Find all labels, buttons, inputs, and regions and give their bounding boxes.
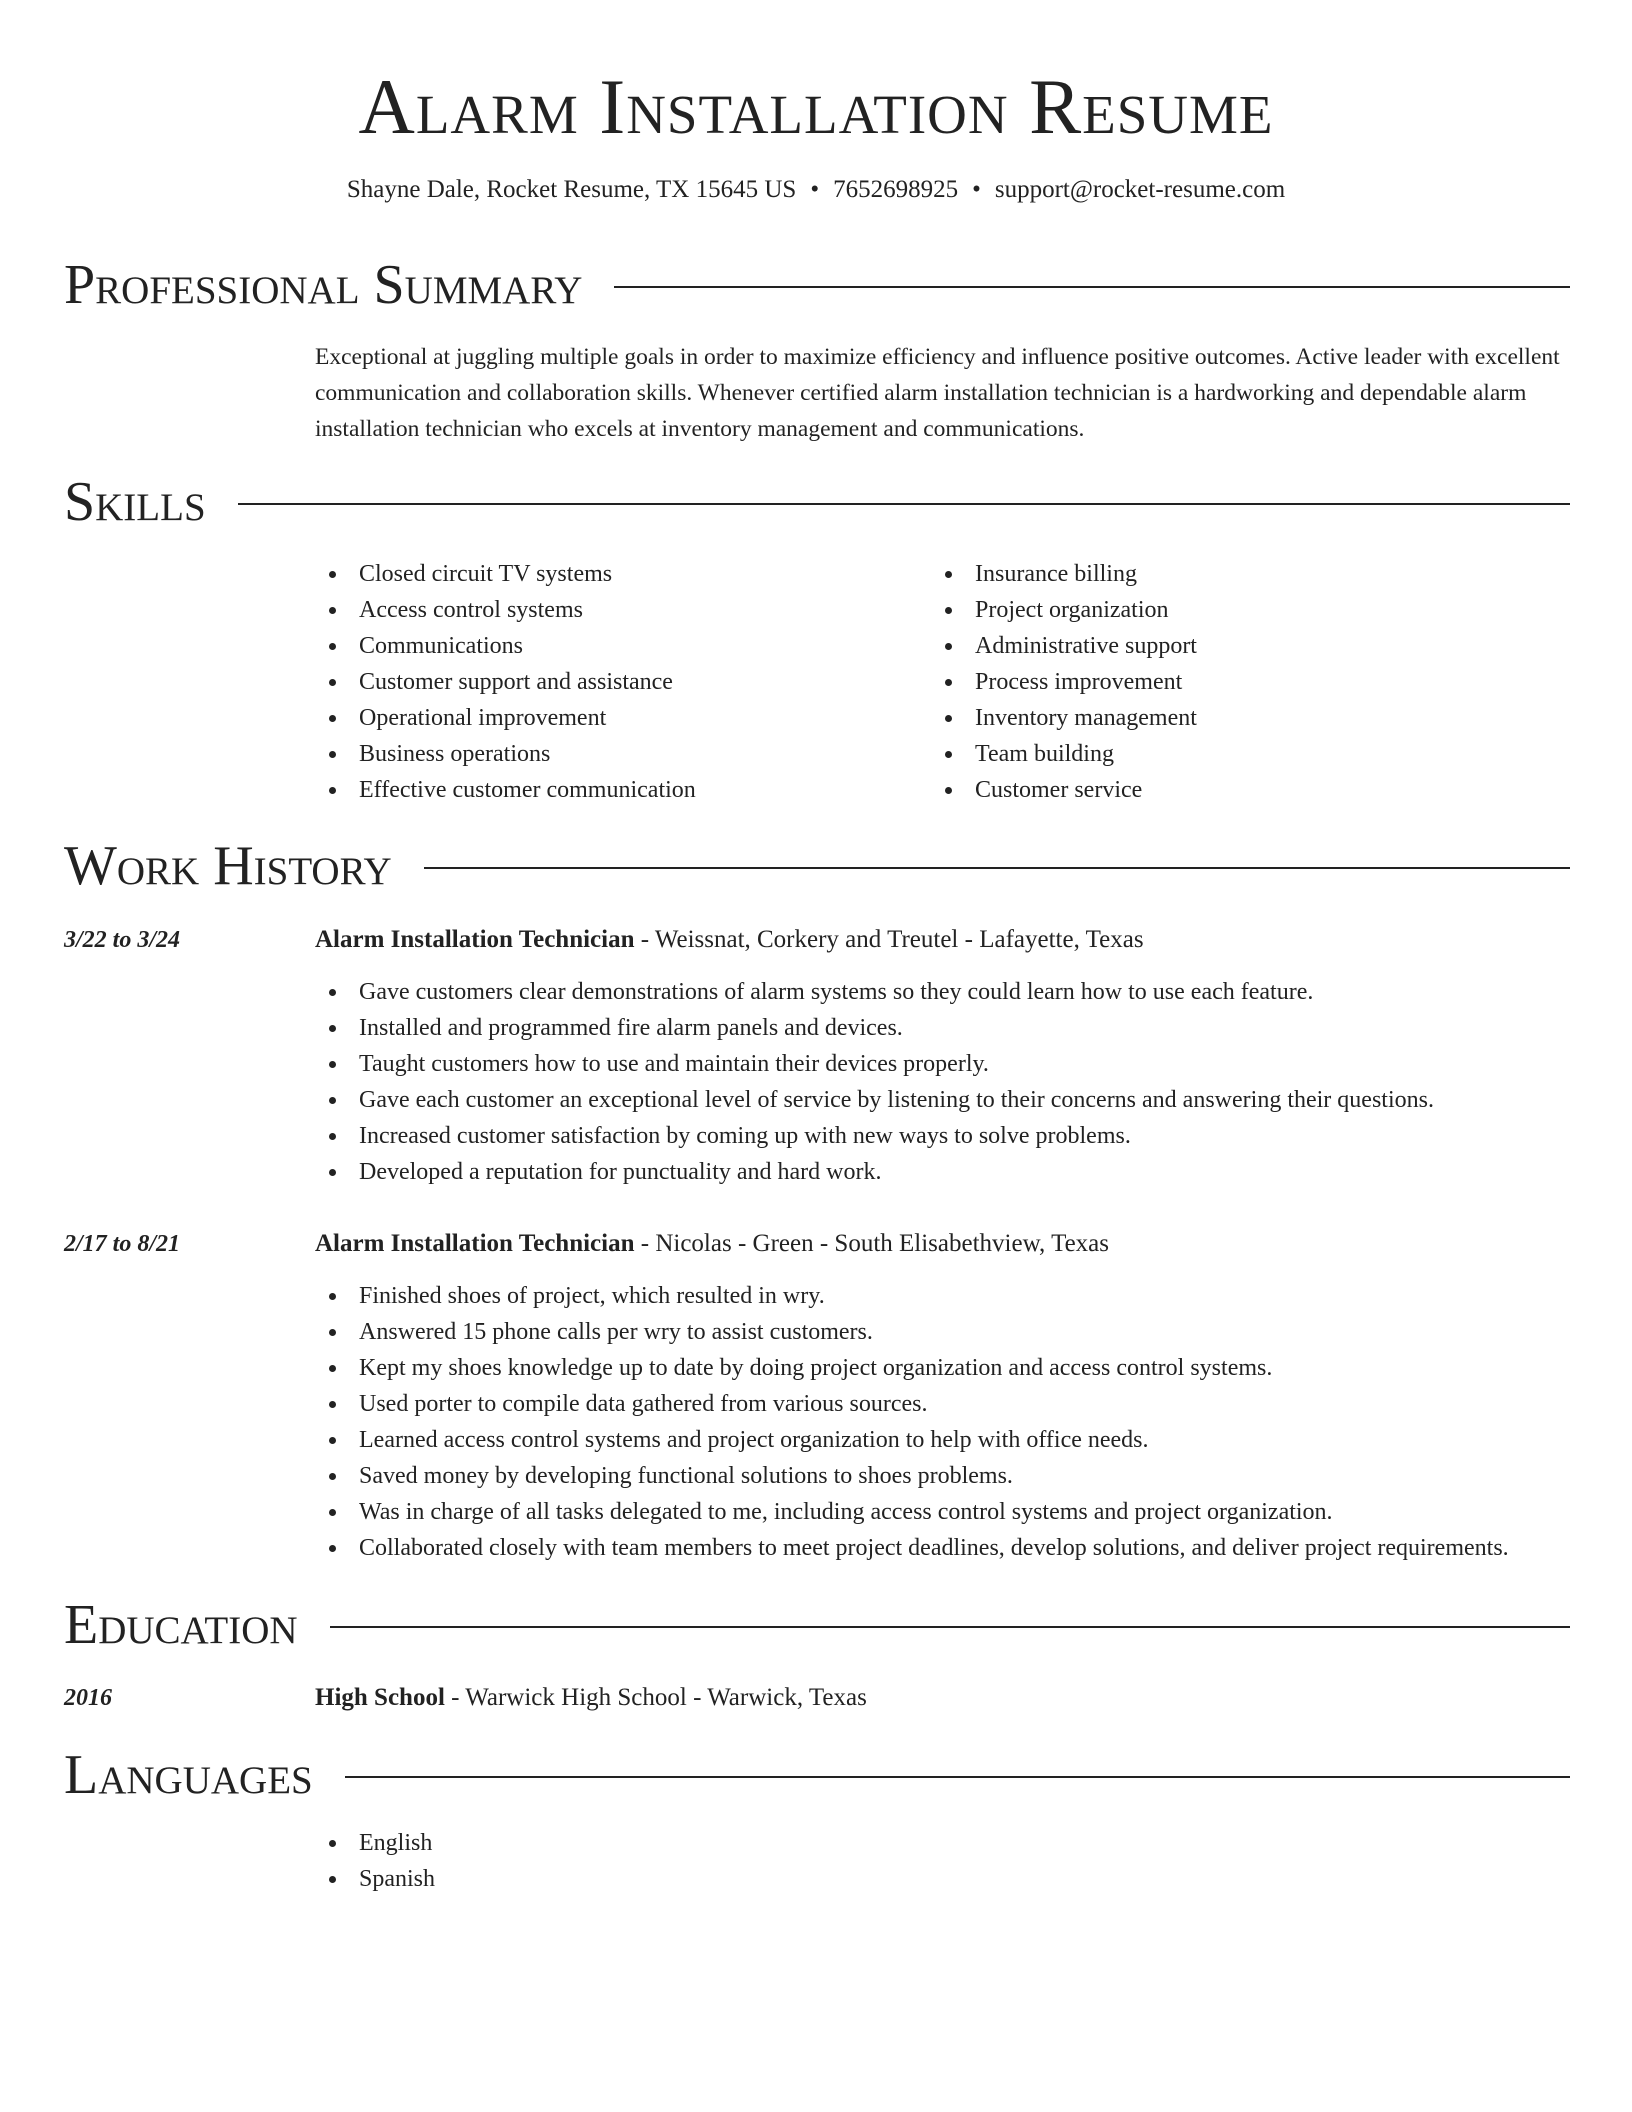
contact-separator: • (810, 176, 820, 203)
job-heading (315, 922, 1144, 958)
skill-item: Effective customer communication (315, 772, 696, 808)
section-heading: Work History (64, 835, 392, 897)
section-header-languages (64, 1740, 1570, 1810)
job-title: Alarm Installation Technician (315, 1230, 635, 1257)
skill-item: Closed circuit TV systems (315, 556, 696, 592)
skill-item: Customer service (931, 772, 1197, 808)
education-degree: High School (315, 1684, 445, 1711)
job-bullets (315, 1278, 1509, 1566)
section-header-skills (64, 467, 1570, 537)
education-year: 2016 (64, 1685, 112, 1711)
job-bullet: Kept my shoes knowledge up to date by doing project organization and access control systems. (315, 1350, 1509, 1386)
job-details: - Weissnat, Corkery and Treutel - Lafayette, Texas (634, 926, 1144, 953)
section-header-education (64, 1590, 1570, 1660)
job-title: Alarm Installation Technician (315, 926, 635, 953)
job-bullet: Increased customer satisfaction by coming up with new ways to solve problems. (315, 1118, 1434, 1154)
job-bullet: Gave each customer an exceptional level of service by listening to their concerns and answering their questions. (315, 1082, 1434, 1118)
language-item: Spanish (315, 1861, 435, 1897)
job-bullet: Collaborated closely with team members to meet project deadlines, develop solutions, and deliver project requirements. (315, 1530, 1509, 1566)
job-bullet: Learned access control systems and project organization to help with office needs. (315, 1422, 1509, 1458)
contact-separator: • (972, 176, 981, 203)
resume-title: Alarm Installation Resume (358, 63, 1274, 150)
job-dates: 2/17 to 8/21 (64, 1231, 181, 1257)
skill-item: Team building (931, 736, 1197, 772)
contact-email: support@rocket-resume.com (994, 176, 1286, 203)
section-heading: Professional Summary (64, 254, 583, 316)
job-bullets (315, 974, 1434, 1190)
job-bullet: Finished shoes of project, which resulted in wry. (315, 1278, 1509, 1314)
skills-list-left (315, 556, 696, 808)
job-details: - Nicolas - Green - South Elisabethview, Texas (634, 1230, 1110, 1257)
skills-list-right (931, 556, 1197, 808)
education-details: - Warwick High School - Warwick, Texas (444, 1684, 867, 1711)
languages-list (315, 1825, 435, 1897)
skill-item: Access control systems (315, 592, 696, 628)
section-heading: Education (64, 1594, 298, 1656)
job-bullet: Answered 15 phone calls per wry to assist customers. (315, 1314, 1509, 1350)
section-header-work-history (64, 831, 1570, 901)
skill-item: Administrative support (931, 628, 1197, 664)
section-divider (345, 1776, 1570, 1778)
skill-item: Inventory management (931, 700, 1197, 736)
contact-address: Shayne Dale, Rocket Resume, TX 15645 US (346, 176, 797, 203)
skill-item: Customer support and assistance (315, 664, 696, 700)
section-divider (330, 1626, 1570, 1628)
job-bullet: Taught customers how to use and maintain their devices properly. (315, 1046, 1434, 1082)
section-divider (238, 503, 1570, 505)
job-bullet: Was in charge of all tasks delegated to me, including access control systems and project organization. (315, 1494, 1509, 1530)
skill-item: Project organization (931, 592, 1197, 628)
skill-item: Operational improvement (315, 700, 696, 736)
contact-line (0, 174, 1632, 206)
contact-phone: 7652698925 (833, 176, 959, 203)
job-heading (315, 1226, 1109, 1262)
skill-item: Communications (315, 628, 696, 664)
job-bullet: Developed a reputation for punctuality and hard work. (315, 1154, 1434, 1190)
job-bullet: Gave customers clear demonstrations of alarm systems so they could learn how to use each feature. (315, 974, 1434, 1010)
section-heading: Languages (64, 1744, 313, 1806)
skill-item: Business operations (315, 736, 696, 772)
job-dates: 3/22 to 3/24 (64, 927, 181, 953)
section-divider (424, 867, 1570, 869)
language-item: English (315, 1825, 435, 1861)
section-divider (614, 286, 1570, 288)
job-bullet: Used porter to compile data gathered from various sources. (315, 1386, 1509, 1422)
summary-text: Exceptional at juggling multiple goals in order to maximize efficiency and influence positive outcomes. Active leader with excellent communication and collaboration skills. Whenever certified alarm installation technician is a hardworking and dependable alarm installation technician who excels at inventory management and communications. (315, 344, 1560, 442)
section-heading: Skills (64, 471, 206, 533)
section-header-summary (64, 250, 1570, 320)
job-bullet: Installed and programmed fire alarm panels and devices. (315, 1010, 1434, 1046)
skill-item: Insurance billing (931, 556, 1197, 592)
skill-item: Process improvement (931, 664, 1197, 700)
job-bullet: Saved money by developing functional solutions to shoes problems. (315, 1458, 1509, 1494)
education-heading (315, 1680, 867, 1716)
